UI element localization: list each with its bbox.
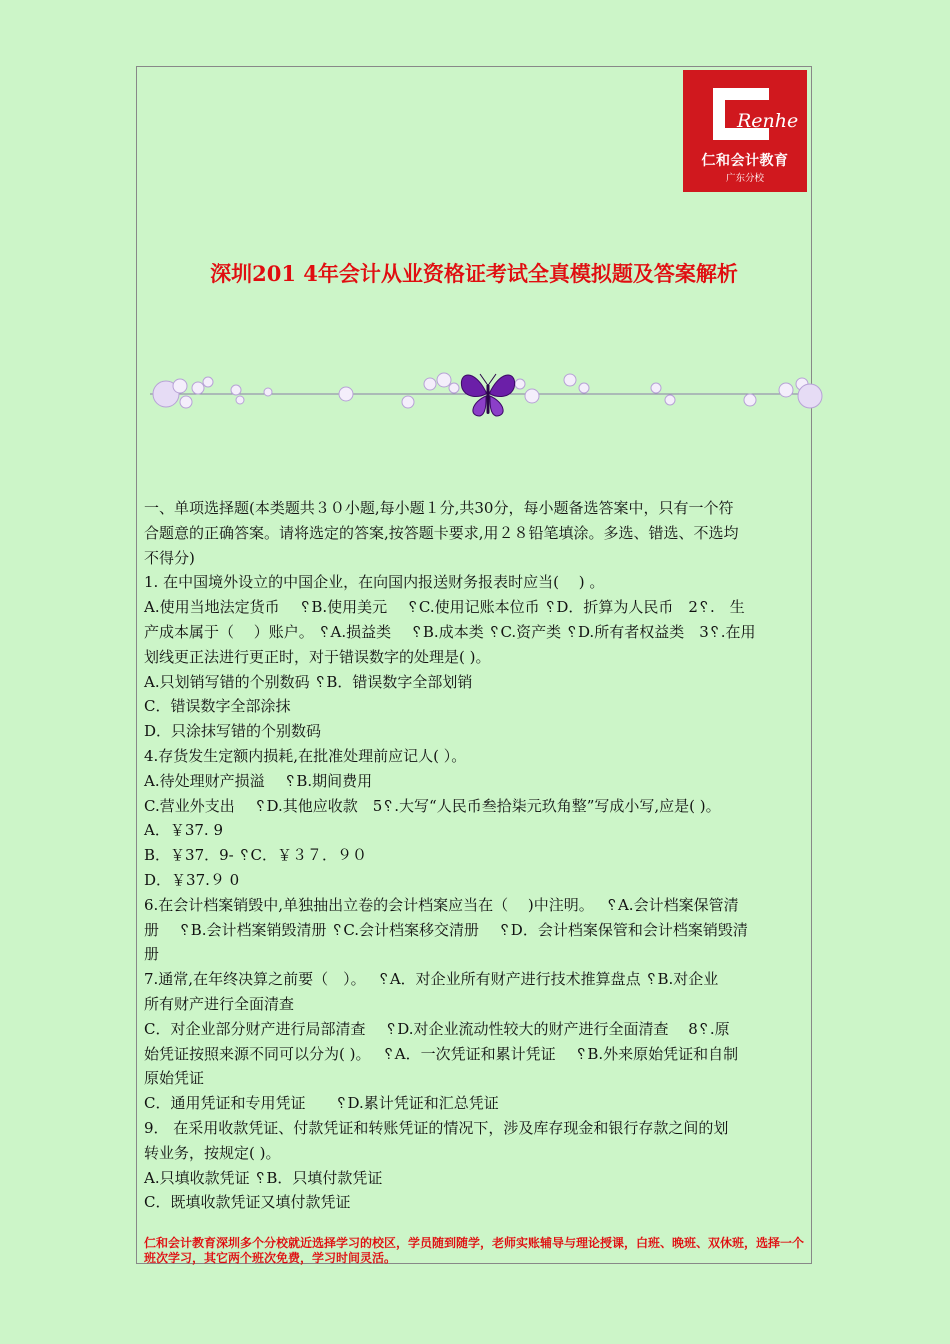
text-line: C.营业外支出 ␦D.其他应收款 5␦.大写“人民币叁拾柒元玖角整”写成小写,应是( )。 <box>144 796 721 815</box>
text-line: 册 <box>144 945 160 964</box>
question-content <box>144 496 810 1215</box>
text-line: 9． 在采用收款凭证、付款凭证和转账凭证的情况下，涉及库存现金和银行存款之间的划 <box>144 1118 729 1137</box>
text-line: A.使用当地法定货币 ␦B.使用美元 ␦C.使用记账本位币 ␦D．折算为人民币 2␦. 生 <box>144 598 745 617</box>
logo-name: 仁和会计教育 <box>701 153 789 169</box>
text-line: D．只涂抹写错的个别数码 <box>144 722 322 741</box>
text-line: A．￥37. 9 <box>144 821 223 840</box>
logo-brand: Renhe <box>737 110 799 132</box>
text-line: 原始凭证 <box>144 1069 205 1088</box>
text-line: 4.存货发生定额内损耗,在批准处理前应记人( ）。 <box>144 746 467 765</box>
text-line: 所有财产进行全面清查 <box>144 994 295 1013</box>
butterfly-icon <box>461 374 514 416</box>
text-line: C．错误数字全部涂抹 <box>144 697 291 716</box>
text-line: 7.通常,在年终决算之前要（ ）。 ␦A．对企业所有财产进行技术推算盘点 ␦B.对企业 <box>144 970 719 989</box>
text-line: A.只划销写错的个别数码 ␦B．错误数字全部划销 <box>144 672 473 691</box>
text-line: A.只填收款凭证 ␦B．只填付款凭证 <box>144 1168 383 1187</box>
text-line: A.待处理财产损溢 ␦B.期间费用 <box>144 771 373 790</box>
text-line: 不得分) <box>144 548 195 567</box>
text-line: 1. 在中国境外设立的中国企业，在向国内报送财务报表时应当( ) 。 <box>144 573 605 592</box>
text-line: 划线更正法进行更正时，对于错误数字的处理是( )。 <box>144 647 491 666</box>
footer-advert: 仁和会计教育深圳多个分校就近选择学习的校区，学员随到随学，老师实账辅导与理论授课，白班、晚班、双休班，选择一个班次学习，其它两个班次免费，学习时间灵活。 <box>144 1236 805 1265</box>
text-line: 册 ␦B.会计档案销毁清册 ␦C.会计档案移交清册 ␦D．会计档案保管和会计档案销毁清 <box>144 920 748 939</box>
butterfly-divider <box>140 360 830 420</box>
logo-branch: 广东分校 <box>725 173 764 184</box>
text-line: C．通用凭证和专用凭证 ␦D.累计凭证和汇总凭证 <box>144 1094 499 1113</box>
text-line: 6.在会计档案销毁中,单独抽出立卷的会计档案应当在（ )中注明。 ␦A.会计档案保管清 <box>144 895 739 914</box>
document-title: 深圳201 4年会计从业资格证考试全真模拟题及答案解析 <box>210 261 738 286</box>
text-line: D．￥37.９ 0 <box>144 870 240 889</box>
text-line: C．既填收款凭证又填付款凭证 <box>144 1193 351 1212</box>
text-line: 一、单项选择题(本类题共３０小题,每小题１分,共30分，每小题备选答案中，只有一个符 <box>144 499 734 517</box>
text-line: C．对企业部分财产进行局部清查 ␦D.对企业流动性较大的财产进行全面清查 8␦.原 <box>144 1019 730 1038</box>
text-line: B．￥37．9- ␦C．￥３７．９０ <box>144 846 367 865</box>
text-line: 转业务，按规定( )。 <box>144 1143 281 1162</box>
text-line: 产成本属于（ ）账户。 ␦A.损益类 ␦B.成本类 ␦C.资产类 ␦D.所有者权益类 3␦.在用 <box>144 622 756 641</box>
text-line: 始凭证按照来源不同可以分为( )。 ␦A．一次凭证和累计凭证 ␦B.外来原始凭证和自制 <box>144 1044 739 1063</box>
renhe-logo <box>683 70 807 192</box>
text-line: 合题意的正确答案。请将选定的答案,按答题卡要求,用２８铅笔填涂。多选、错选、不选均 <box>144 523 739 542</box>
